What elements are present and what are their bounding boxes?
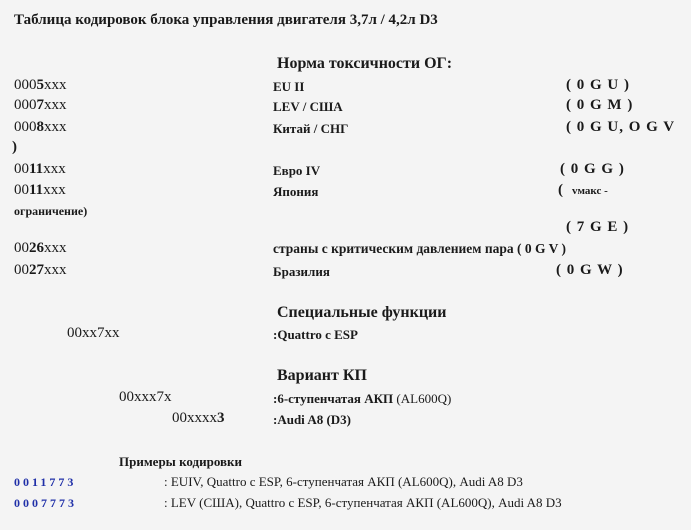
emission-heading: Норма токсичности ОГ:	[277, 55, 453, 72]
emission-value-china: ( 0 G U, O G V	[566, 119, 676, 135]
emission-label-lev: LEV / США	[273, 99, 343, 114]
emission-code-brazil: 0027xxx	[14, 262, 67, 278]
emission-code-lev: 0007xxx	[14, 97, 67, 113]
special-label: :Quattro с ESP	[273, 327, 358, 342]
emission-value-japan-cont: ограничение)	[14, 204, 88, 218]
gearbox-label-at: :6-ступенчатая АКП (AL600Q)	[273, 391, 452, 406]
emission-label-eu2: EU II	[273, 79, 305, 94]
gearbox-heading: Вариант КП	[277, 367, 367, 384]
example-code-1: 0011773	[14, 475, 77, 489]
emission-value-china-cont: )	[12, 139, 18, 155]
example-code-2: 0007773	[14, 496, 77, 510]
example-text-1: : EUIV, Quattro с ESP, 6-ступенчатая АКП (AL600Q), Audi A8 D3	[164, 474, 523, 489]
emission-value-euro4: ( 0 G G )	[560, 161, 625, 177]
emission-code-eu2: 0005xxx	[14, 77, 67, 93]
gearbox-code-at: 00xxx7x	[119, 389, 172, 405]
special-code: 00xx7xx	[67, 325, 120, 341]
gearbox-code-a8: 00xxxx3	[172, 410, 225, 426]
emission-value-japan-code: ( 7 G E )	[566, 219, 630, 235]
special-heading: Специальные функции	[277, 304, 447, 321]
emission-label-china: Китай / СНГ	[273, 121, 349, 136]
examples-heading: Примеры кодировки	[119, 454, 243, 469]
emission-value-eu2: ( 0 G U )	[566, 77, 630, 93]
emission-label-vapor: страны с критическим давлением пара ( 0 G V )	[273, 241, 567, 256]
gearbox-label-a8: :Audi A8 (D3)	[273, 412, 352, 427]
emission-value-brazil: ( 0 G W )	[556, 262, 624, 278]
emission-value-japan-vmax: vмакс -	[572, 185, 608, 197]
emission-code-china: 0008xxx	[14, 119, 67, 135]
example-text-2: : LEV (США), Quattro с ESP, 6-ступенчатая АКП (AL600Q), Audi A8 D3	[164, 495, 562, 510]
emission-label-brazil: Бразилия	[273, 264, 330, 279]
emission-value-lev: ( 0 G M )	[566, 97, 634, 113]
emission-code-euro4: 0011xxx	[14, 161, 66, 177]
emission-code-japan: 0011xxx	[14, 182, 66, 198]
emission-label-euro4: Евро IV	[273, 163, 321, 178]
page-title: Таблица кодировок блока управления двигателя 3,7л / 4,2л D3	[14, 12, 438, 28]
emission-value-japan-open: (	[558, 182, 564, 198]
emission-label-japan: Япония	[273, 184, 319, 199]
emission-code-vapor: 0026xxx	[14, 240, 67, 256]
